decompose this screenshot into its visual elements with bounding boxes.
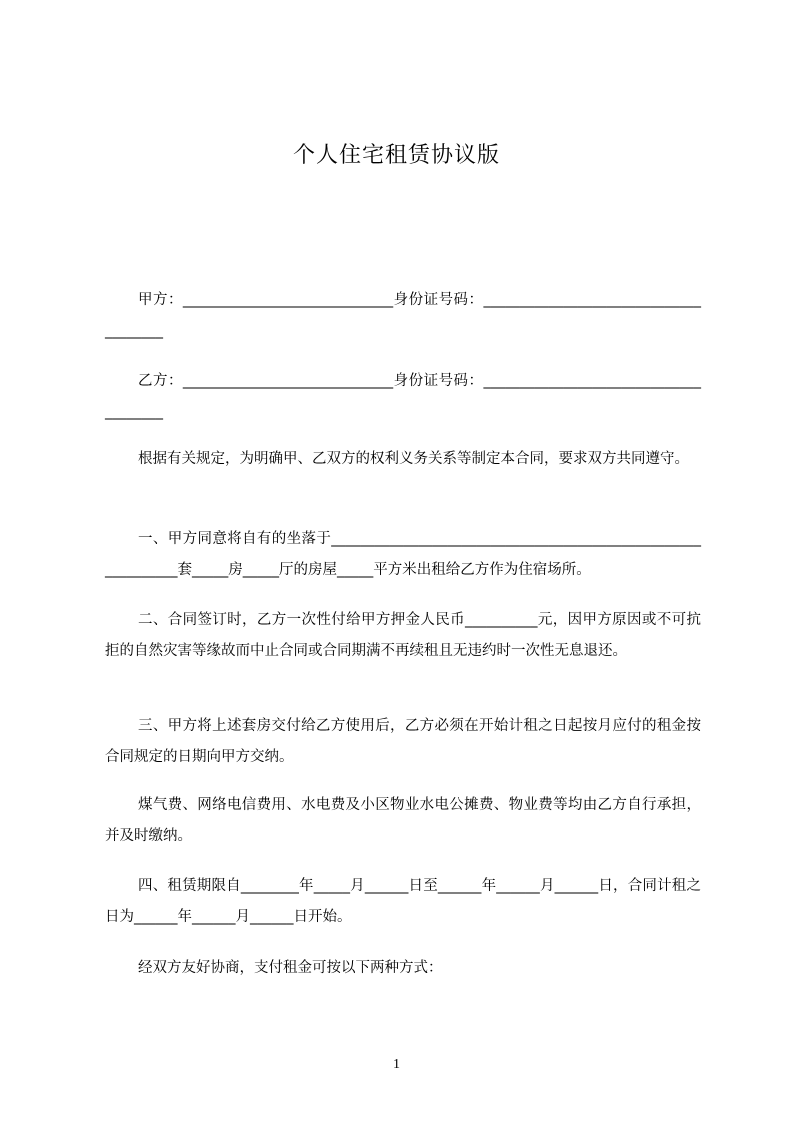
clause-2-paragraph: 二、合同签订时，乙方一次性付给甲方押金人民币__________元，因甲方原因或不可抗拒的自然灾害等缘故而中止合同或合同期满不再续租且无违约时一次性无息退还。 [105,612,701,659]
payment-method-paragraph: 经双方友好协商，支付租金可按以下两种方式： [138,960,443,976]
document-title: 个人住宅租赁协议版 [292,143,500,168]
clause-1-paragraph: 一、甲方同意将自有的坐落于_____________________________________________________________套_____房_____厅的房屋_____平方米出租给乙方作为住宿场所。 [105,531,701,578]
page-number: 1 [393,1057,400,1072]
clause-3-paragraph: 三、甲方将上述套房交付给乙方使用后，乙方必须在开始计租之日起按月应付的租金按合同规定的日期向甲方交纳。 [105,718,701,765]
preamble-paragraph: 根据有关规定，为明确甲、乙双方的权利义务关系等制定本合同，要求双方共同遵守。 [138,451,689,467]
party-a-line: 甲方：_____________________________身份证号码：______________________________________ [105,292,701,339]
utilities-paragraph: 煤气费、网络电信费用、水电费及小区物业水电公摊费、物业费等均由乙方自行承担，并及时缴纳。 [105,797,701,844]
clause-4-paragraph: 四、租赁期限自________年_____月______日至______年______月______日，合同计租之日为______年______月______日开始。 [105,878,701,925]
party-b-line: 乙方：_____________________________身份证号码：______________________________________ [105,373,701,420]
